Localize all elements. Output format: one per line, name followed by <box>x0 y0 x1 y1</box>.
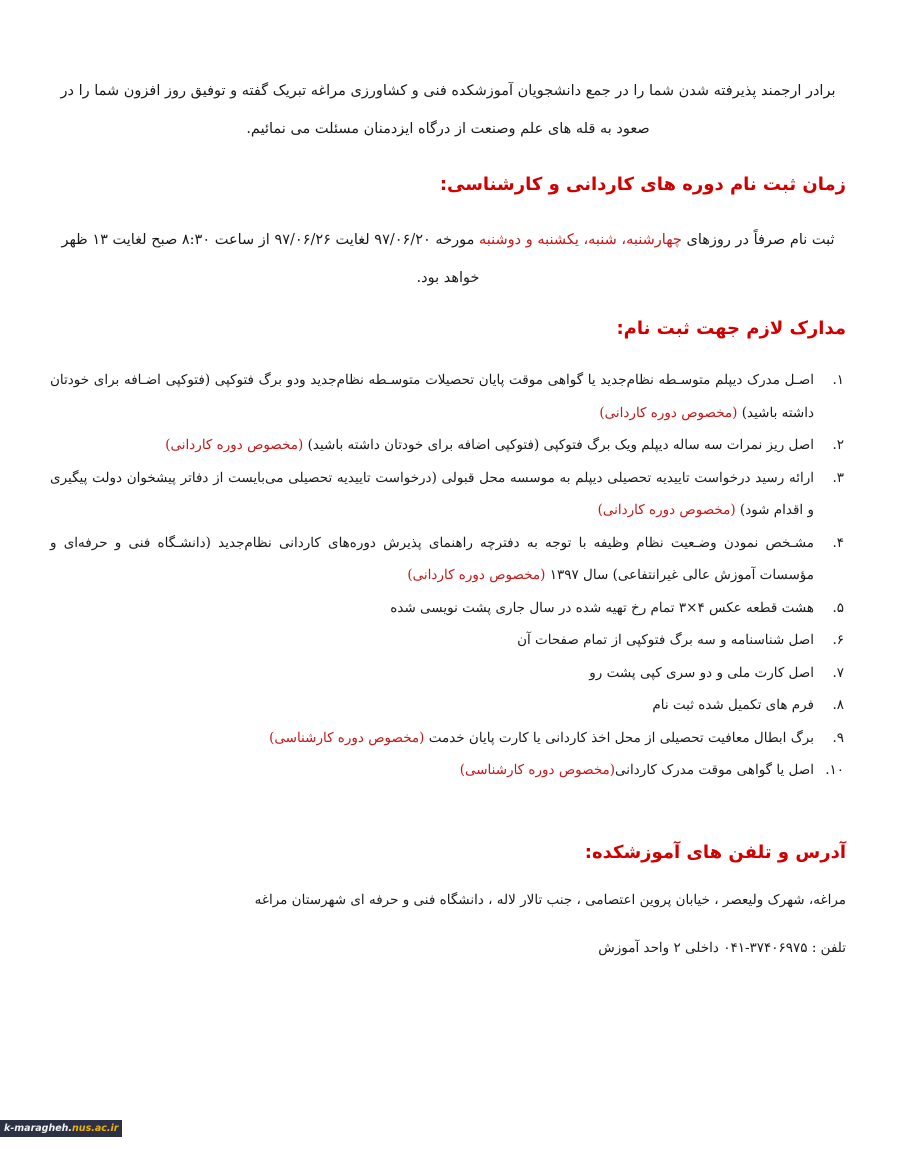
phone-text: تلفن : ۳۷۴۰۶۹۷۵-۰۴۱ داخلی ۲ واحد آموزش <box>598 940 846 956</box>
site-suffix: nus.ac.ir <box>72 1123 119 1134</box>
item-number: ۸. <box>832 697 844 713</box>
address-text: مراغه، شهرک ولیعصر ، خیابان پروین اعتصامی ، جنب تالار لاله ، دانشگاه فنی و حرفه ای شهرستان مراغه <box>254 892 846 908</box>
item-text: هشت قطعه عکس ۴×۳ تمام رخ تهیه شده در سال جاری پشت نویسی شده <box>390 599 814 616</box>
list-item <box>50 624 844 657</box>
list-item <box>50 657 844 690</box>
item-text: مشـخص نمودن وضـعیت نظام وظیفه با توجه به دفترچه راهنمای پذیرش دوره‌های کاردانی نظام‌جدید (دانشـگاه فنی و حرفه‌ای و مؤسسات آموزش عالی غیرانتفاعی) سال ۱۳۹۷ <box>50 534 815 583</box>
schedule-suffix: مورخه ۹۷/۰۶/۲۰ لغایت ۹۷/۰۶/۲۶ از ساعت ۸:۳۰ صبح لغایت ۱۳ ظهر خواهد بود. <box>61 232 480 286</box>
list-item <box>50 429 844 462</box>
item-note: (مخصوص دوره کاردانی) <box>165 437 304 453</box>
item-text: ارائه رسید درخواست تاییدیه تحصیلی دیپلم به موسسه محل قبولی (درخواست تاییدیه تحصیلی می‌بایست از دفاتر پیشخوان دولت پیگیری و اقدام شود) <box>50 469 814 518</box>
required-documents-heading: مدارک لازم جهت ثبت نام: <box>616 318 846 339</box>
item-number: ۲. <box>832 437 844 453</box>
registration-time-paragraph <box>50 221 846 297</box>
item-number: ۳. <box>832 469 844 486</box>
required-documents-list <box>50 364 844 787</box>
contact-heading: آدرس و تلفن های آموزشکده: <box>584 842 846 863</box>
item-text: فرم های تکمیل شده ثبت نام <box>652 697 814 713</box>
list-item <box>50 592 844 625</box>
item-text: اصل شناسنامه و سه برگ فتوکپی از تمام صفحات آن <box>517 632 814 648</box>
list-item <box>50 462 844 527</box>
item-number: ۱۰. <box>825 762 844 778</box>
item-note: (مخصوص دوره کارشناسی) <box>269 729 425 746</box>
registration-time-heading: زمان ثبت نام دوره های کاردانی و کارشناسی: <box>439 174 846 195</box>
item-text: اصـل مدرک دیپلم متوسـطه نظام‌جدید یا گواهی موقت پایان تحصیلات متوسـطه نظام‌جدید ودو برگ فتوکپی (فتوکپی اضـافه برای خودتان داشته باشید) <box>50 372 814 421</box>
list-item <box>50 754 844 787</box>
site-prefix: k-maragheh. <box>4 1123 73 1134</box>
item-number: ۱. <box>832 372 844 388</box>
item-number: ۷. <box>832 664 844 681</box>
list-item <box>50 689 844 722</box>
item-text: اصل کارت ملی و دو سری کپی پشت رو <box>589 664 814 681</box>
schedule-days: چهارشنبه، شنبه، یکشنبه و دوشنبه <box>479 232 682 248</box>
schedule-prefix: ثبت نام صرفاً در روزهای <box>681 232 835 248</box>
item-note: (مخصوص دوره کاردانی) <box>599 404 738 421</box>
item-number: ۹. <box>832 729 844 746</box>
list-item <box>50 722 844 755</box>
item-number: ۴. <box>832 534 844 551</box>
item-text: برگ ابطال معافیت تحصیلی از محل اخذ کاردانی یا کارت پایان خدمت <box>424 729 814 746</box>
item-note: (مخصوص دوره کاردانی) <box>407 567 546 583</box>
site-watermark-badge <box>0 1120 122 1137</box>
item-note: (مخصوص دوره کارشناسی) <box>459 762 616 778</box>
list-item <box>50 527 844 592</box>
intro-paragraph: برادر ارجمند پذیرفته شدن شما را در جمع دانشجویان آموزشکده فنی و کشاورزی مراغه تبریک گفته و توفیق روز افزون شما را در صعود به قله های علم وصنعت از درگاه ایزدمنان مسئلت می نمائیم. <box>60 83 836 137</box>
item-number: ۵. <box>832 599 844 616</box>
item-text: اصل ریز نمرات سه ساله دیپلم ویک برگ فتوکپی (فتوکپی اضافه برای خودتان داشته باشید) <box>303 437 814 453</box>
item-number: ۶. <box>832 632 844 648</box>
list-item <box>50 364 844 429</box>
item-text: اصل یا گواهی موقت مدرک کاردانی <box>615 762 814 778</box>
item-note: (مخصوص دوره کاردانی) <box>597 502 736 518</box>
